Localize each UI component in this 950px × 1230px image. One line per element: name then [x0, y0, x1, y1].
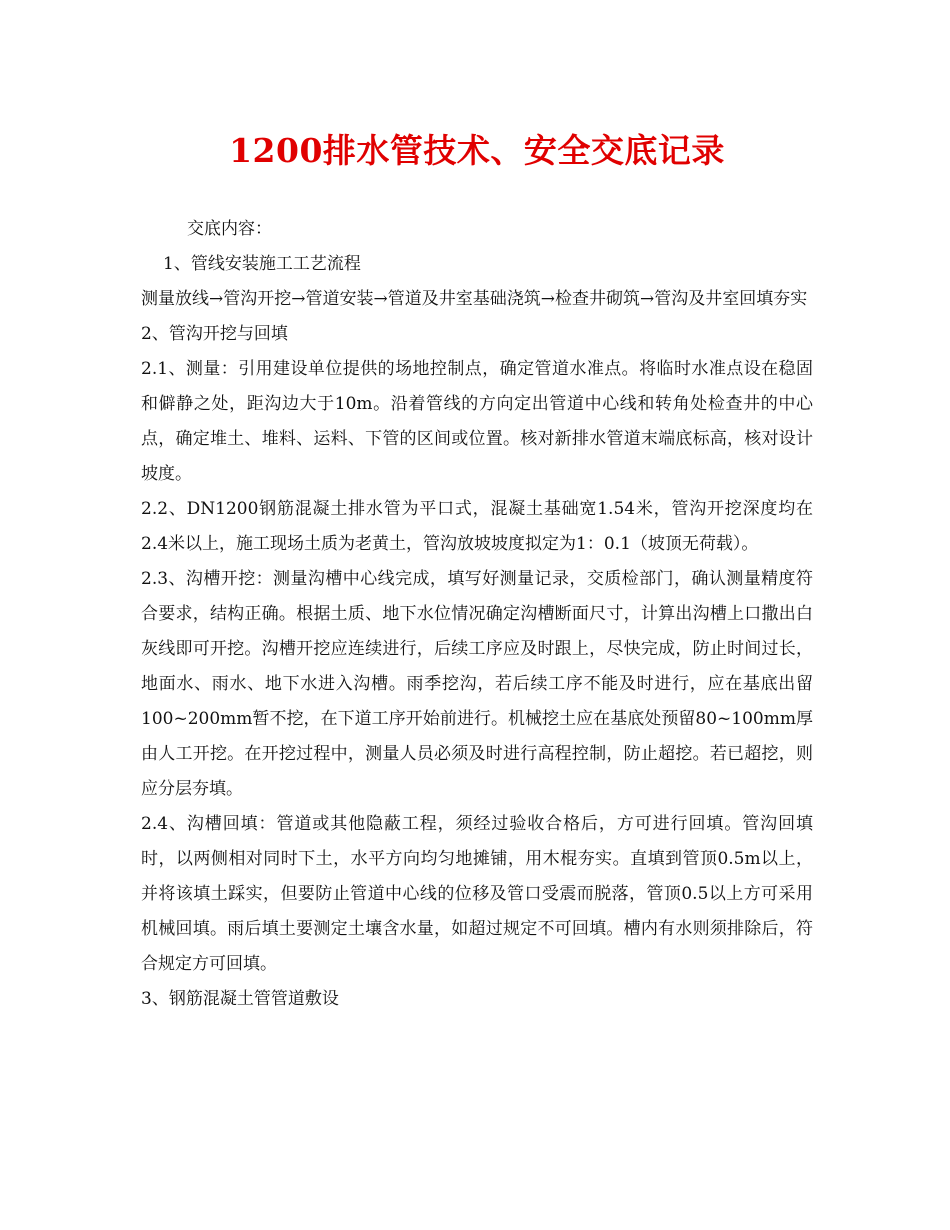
paragraph-section-1-heading: 1、管线安装施工工艺流程: [163, 254, 361, 274]
paragraph-intro: 交底内容：: [187, 219, 272, 239]
paragraph-section-3-heading: 3、钢筋混凝土管管道敷设: [141, 989, 339, 1009]
paragraph-2-4-trench-backfill: 2.4、沟槽回填：管道或其他隐蔽工程，须经过验收合格后，方可进行回填。管沟回填时，以两侧相对同时下土，水平方向均匀地摊铺，用木棍夯实。直填到管顶0.5m以上，并将该填土踩实，但要防止管道中心线的位移及管口受震而脱落，管顶0.5以上方可采用机械回填。雨后填土要测定土壤含水量，如超过规定不可回填。槽内有水则须排除后，符合规定方可回填。: [141, 814, 813, 974]
paragraph-section-2-heading: 2、管沟开挖与回填: [141, 324, 288, 344]
document-title: 1200排水管技术、安全交底记录: [229, 131, 725, 170]
document-body: [141, 212, 813, 1017]
paragraph-process-flow: 测量放线→管沟开挖→管道安装→管道及井室基础浇筑→检查井砌筑→管沟及井室回填夯实: [141, 289, 808, 309]
paragraph-2-2-pipe-spec: 2.2、DN1200钢筋混凝土排水管为平口式，混凝土基础宽1.54米，管沟开挖深度均在2.4米以上，施工现场土质为老黄土，管沟放坡坡度拟定为1：0.1（坡顶无荷载）。: [141, 499, 813, 554]
paragraph-2-1-survey: 2.1、测量：引用建设单位提供的场地控制点，确定管道水准点。将临时水准点设在稳固和僻静之处，距沟边大于10m。沿着管线的方向定出管道中心线和转角处检查井的中心点，确定堆土、堆料、运料、下管的区间或位置。核对新排水管道末端底标高，核对设计坡度。: [141, 359, 813, 484]
paragraph-2-3-trench-excavation: 2.3、沟槽开挖：测量沟槽中心线完成，填写好测量记录，交质检部门，确认测量精度符合要求，结构正确。根据土质、地下水位情况确定沟槽断面尺寸，计算出沟槽上口撒出白灰线即可开挖。沟槽开挖应连续进行，后续工序应及时跟上，尽快完成，防止时间过长，地面水、雨水、地下水进入沟槽。雨季挖沟，若后续工序不能及时进行，应在基底出留100~200mm暂不挖，在下道工序开始前进行。机械挖土应在基底处预留80~100mm厚由人工开挖。在开挖过程中，测量人员必须及时进行高程控制，防止超挖。若已超挖，则应分层夯填。: [141, 569, 813, 799]
